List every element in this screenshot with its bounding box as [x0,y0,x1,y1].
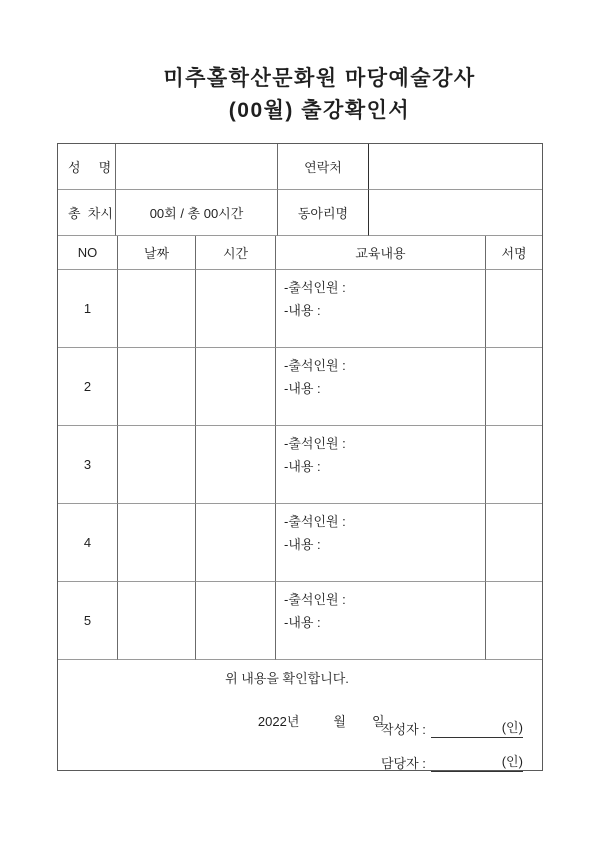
signature-cell [486,348,542,426]
row-number: 5 [58,582,118,660]
signature-cell [486,270,542,348]
writer-signature-line [431,717,523,738]
attendance-count-label: -출석인원 : [284,358,346,373]
date-year: 2022년 [257,714,300,729]
education-content-cell [276,426,486,504]
date-line [229,696,385,745]
date-day: 일 [371,714,385,729]
education-content-cell [276,348,486,426]
header-date: 날짜 [118,236,196,270]
title-line-1: 미추홀학산문화원 마당예술강사 [163,67,476,90]
club-name-label: 동아리명 [278,190,369,236]
writer-label: 작성자 : [381,722,426,737]
date-cell [118,504,196,582]
date-cell [118,348,196,426]
manager-signature-line [431,751,523,772]
attendance-form [57,143,543,771]
time-cell [196,426,276,504]
manager-label: 담당자 : [381,756,426,771]
content-label: -내용 : [284,303,321,318]
signature-cell [486,504,542,582]
total-sessions-value: 00회 / 총 00시간 [116,190,278,236]
info-section [58,144,542,236]
club-name-value-cell [369,190,542,236]
attendance-count-label: -출석인원 : [284,592,346,607]
date-cell [118,270,196,348]
education-content-cell [276,504,486,582]
time-cell [196,582,276,660]
education-content-cell [276,270,486,348]
name-value-cell [116,144,278,190]
attendance-table [58,236,542,660]
time-cell [196,270,276,348]
content-label: -내용 : [284,381,321,396]
contact-value-cell [369,144,542,190]
date-month: 월 [333,714,346,729]
title-line-2: (00월) 출강확인서 [228,99,411,122]
header-no: NO [58,236,118,270]
date-cell [118,426,196,504]
writer-seal-label: (인) [501,720,523,735]
content-label: -내용 : [284,537,321,552]
signature-cell [486,426,542,504]
date-cell [118,582,196,660]
signature-cell [486,582,542,660]
row-number: 4 [58,504,118,582]
name-label: 성 명 [58,144,116,190]
education-content-cell [276,582,486,660]
row-number: 1 [58,270,118,348]
attendance-count-label: -출석인원 : [284,436,346,451]
writer-signature-row [381,717,523,738]
total-sessions-label: 총 차시 [58,190,116,236]
manager-signature-row [381,751,523,772]
manager-seal-label: (인) [501,754,523,769]
content-label: -내용 : [284,615,321,630]
confirm-statement: 위 내용을 확인합니다. [225,671,349,686]
time-cell [196,504,276,582]
header-time: 시간 [196,236,276,270]
row-number: 2 [58,348,118,426]
confirmation-section [58,660,542,770]
document-title [19,63,601,127]
header-signature: 서명 [486,236,542,270]
header-education-content: 교육내용 [276,236,486,270]
attendance-count-label: -출석인원 : [284,280,346,295]
content-label: -내용 : [284,459,321,474]
time-cell [196,348,276,426]
contact-label: 연락처 [278,144,369,190]
row-number: 3 [58,426,118,504]
attendance-count-label: -출석인원 : [284,514,346,529]
